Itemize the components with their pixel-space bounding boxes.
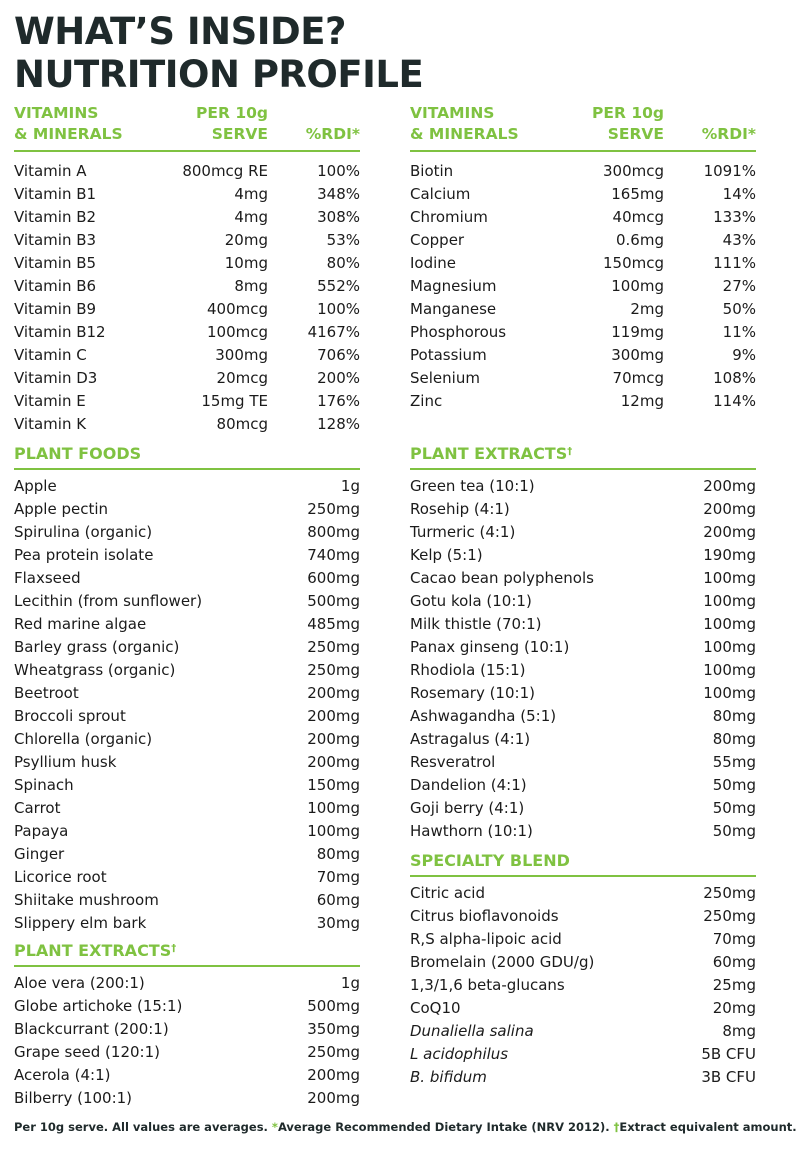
nutrient-name: Aloe vera (200:1) [14, 974, 145, 992]
nutrient-amount: 485mg [307, 615, 360, 633]
table-row [14, 912, 360, 935]
nutrient-amount: 50mg [712, 799, 756, 817]
nutrient-amount: 8mg [722, 1022, 756, 1040]
table-row [410, 252, 756, 275]
rdi-percent: 4167% [307, 323, 360, 341]
table-row [14, 521, 360, 544]
table-row [14, 659, 360, 682]
nutrient-name: Vitamin E [14, 392, 86, 410]
table-row [14, 252, 360, 275]
nutrient-amount: 50mg [712, 776, 756, 794]
nutrient-name: Panax ginseng (10:1) [410, 638, 570, 656]
plant-extracts-left-section [14, 939, 360, 1110]
rdi-percent: 27% [722, 277, 756, 295]
nutrient-amount: 150mcg [602, 254, 664, 272]
vitamins-minerals-table-right [410, 104, 756, 413]
nutrient-name: Chlorella (organic) [14, 730, 153, 748]
nutrient-amount: 200mg [307, 684, 360, 702]
nutrient-amount: 15mg TE [201, 392, 268, 410]
section-title: PLANT EXTRACTS† [410, 442, 756, 470]
table-row [410, 1020, 756, 1043]
nutrient-name: Gotu kola (10:1) [410, 592, 532, 610]
header-per-l1: PER 10g [196, 104, 268, 122]
nutrient-name: Psyllium husk [14, 753, 117, 771]
header-rdi: %RDI* [305, 125, 360, 143]
nutrient-amount: 0.6mg [616, 231, 664, 249]
nutrient-amount: 100mg [703, 592, 756, 610]
nutrient-amount: 800mcg RE [182, 162, 268, 180]
table-row [410, 928, 756, 951]
nutrient-name: Barley grass (organic) [14, 638, 180, 656]
nutrient-name: Carrot [14, 799, 61, 817]
nutrient-amount: 70mcg [612, 369, 664, 387]
nutrient-name: Manganese [410, 300, 497, 318]
table-header [14, 104, 360, 152]
table-row [410, 344, 756, 367]
nutrient-amount: 200mg [307, 730, 360, 748]
nutrient-amount: 200mg [307, 1089, 360, 1107]
nutrient-amount: 4mg [234, 185, 268, 203]
rdi-percent: 43% [722, 231, 756, 249]
nutrient-name: Apple [14, 477, 57, 495]
nutrient-amount: 20mg [712, 999, 756, 1017]
nutrient-amount: 100mg [611, 277, 664, 295]
rdi-percent: 100% [317, 162, 360, 180]
rdi-percent: 108% [713, 369, 756, 387]
nutrient-name: Ginger [14, 845, 65, 863]
table-row [14, 321, 360, 344]
table-header [410, 104, 756, 152]
rdi-percent: 53% [326, 231, 360, 249]
table-row [14, 183, 360, 206]
nutrient-name: Vitamin B9 [14, 300, 97, 318]
nutrient-amount: 70mg [316, 868, 360, 886]
nutrient-amount: 300mg [611, 346, 664, 364]
rdi-percent: 128% [317, 415, 360, 433]
table-row [410, 613, 756, 636]
header-name-l2: & MINERALS [14, 125, 123, 143]
table-row [410, 160, 756, 183]
table-row [14, 866, 360, 889]
table-row [14, 728, 360, 751]
table-row [14, 567, 360, 590]
table-row [410, 997, 756, 1020]
nutrient-amount: 740mg [307, 546, 360, 564]
nutrient-amount: 250mg [703, 907, 756, 925]
rdi-percent: 176% [317, 392, 360, 410]
table-row [410, 298, 756, 321]
nutrient-name: Vitamin D3 [14, 369, 98, 387]
table-row [14, 613, 360, 636]
table-row [14, 367, 360, 390]
nutrient-name: 1,3/1,6 beta-glucans [410, 976, 565, 994]
table-row [410, 682, 756, 705]
nutrient-amount: 200mg [703, 500, 756, 518]
nutrient-amount: 350mg [307, 1020, 360, 1038]
nutrient-amount: 80mg [712, 730, 756, 748]
table-row [410, 544, 756, 567]
rdi-percent: 1091% [703, 162, 756, 180]
table-row [410, 1043, 756, 1066]
nutrient-name: Rosehip (4:1) [410, 500, 510, 518]
table-row [14, 206, 360, 229]
nutrient-amount: 80mcg [216, 415, 268, 433]
nutrient-name: Dunaliella salina [410, 1022, 534, 1040]
table-row [14, 995, 360, 1018]
nutrient-name: Vitamin K [14, 415, 87, 433]
title-line-2: NUTRITION PROFILE [14, 53, 424, 96]
nutrient-name: Apple pectin [14, 500, 109, 518]
table-row [410, 905, 756, 928]
nutrient-amount: 5B CFU [701, 1045, 756, 1063]
rdi-percent: 114% [713, 392, 756, 410]
nutrient-name: Iodine [410, 254, 457, 272]
rdi-percent: 552% [317, 277, 360, 295]
nutrient-amount: 119mg [611, 323, 664, 341]
rdi-percent: 14% [722, 185, 756, 203]
table-row [410, 229, 756, 252]
nutrient-amount: 20mg [224, 231, 268, 249]
nutrient-name: Red marine algae [14, 615, 147, 633]
nutrient-amount: 70mg [712, 930, 756, 948]
rdi-percent: 706% [317, 346, 360, 364]
rdi-percent: 348% [317, 185, 360, 203]
nutrient-amount: 100mg [703, 569, 756, 587]
table-row [410, 659, 756, 682]
nutrient-amount: 200mg [703, 477, 756, 495]
nutrient-amount: 50mg [712, 822, 756, 840]
section-title: SPECIALTY BLEND [410, 849, 756, 877]
table-row [14, 1041, 360, 1064]
nutrient-amount: 1g [340, 477, 360, 495]
specialty-blend-section [410, 849, 756, 1089]
nutrient-name: Dandelion (4:1) [410, 776, 527, 794]
nutrient-name: Chromium [410, 208, 488, 226]
left-column [14, 104, 360, 1110]
nutrient-name: Bromelain (2000 GDU/g) [410, 953, 595, 971]
table-row [14, 475, 360, 498]
nutrient-name: Vitamin B5 [14, 254, 97, 272]
nutrient-name: Slippery elm bark [14, 914, 147, 932]
nutrient-name: Cacao bean polyphenols [410, 569, 594, 587]
nutrient-name: Astragalus (4:1) [410, 730, 531, 748]
table-row [410, 820, 756, 843]
nutrient-amount: 55mg [712, 753, 756, 771]
nutrient-amount: 250mg [307, 661, 360, 679]
table-row [14, 797, 360, 820]
nutrient-amount: 80mg [316, 845, 360, 863]
nutrient-name: Goji berry (4:1) [410, 799, 525, 817]
plant-extracts-right-section [410, 442, 756, 843]
nutrient-amount: 3B CFU [701, 1068, 756, 1086]
nutrient-amount: 25mg [712, 976, 756, 994]
table-row [410, 751, 756, 774]
nutrient-name: CoQ10 [410, 999, 461, 1017]
nutrient-name: Green tea (10:1) [410, 477, 535, 495]
table-row [410, 705, 756, 728]
nutrient-amount: 200mg [307, 1066, 360, 1084]
table-row [410, 498, 756, 521]
nutrient-name: Broccoli sprout [14, 707, 126, 725]
page-title [14, 10, 423, 96]
table-row [14, 889, 360, 912]
table-row [410, 521, 756, 544]
section-title: PLANT EXTRACTS† [14, 939, 360, 967]
nutrient-name: Vitamin A [14, 162, 87, 180]
table-row [14, 298, 360, 321]
rdi-percent: 80% [326, 254, 360, 272]
nutrient-amount: 60mg [712, 953, 756, 971]
rdi-percent: 200% [317, 369, 360, 387]
plant-foods-section [14, 442, 360, 935]
table-row [14, 544, 360, 567]
table-row [410, 797, 756, 820]
nutrient-amount: 150mg [307, 776, 360, 794]
nutrient-amount: 600mg [307, 569, 360, 587]
nutrient-amount: 30mg [316, 914, 360, 932]
right-column [410, 104, 756, 1089]
table-row [14, 972, 360, 995]
rdi-percent: 100% [317, 300, 360, 318]
nutrient-name: Vitamin B12 [14, 323, 106, 341]
header-name-l1: VITAMINS [410, 104, 495, 122]
nutrient-name: Rhodiola (15:1) [410, 661, 526, 679]
table-row [14, 682, 360, 705]
table-row [410, 275, 756, 298]
nutrient-name: Citrus bioflavonoids [410, 907, 559, 925]
nutrient-name: Spirulina (organic) [14, 523, 153, 541]
nutrient-amount: 12mg [620, 392, 664, 410]
table-row [410, 590, 756, 613]
nutrient-amount: 80mg [712, 707, 756, 725]
nutrient-amount: 8mg [234, 277, 268, 295]
nutrient-name: Vitamin B1 [14, 185, 97, 203]
table-row [410, 882, 756, 905]
nutrient-amount: 100mg [307, 822, 360, 840]
header-per-l2: SERVE [211, 125, 268, 143]
nutrient-name: Shiitake mushroom [14, 891, 159, 909]
table-row [14, 590, 360, 613]
nutrient-name: Hawthorn (10:1) [410, 822, 533, 840]
nutrient-amount: 60mg [316, 891, 360, 909]
nutrient-name: B. bifidum [410, 1068, 487, 1086]
nutrient-amount: 250mg [307, 500, 360, 518]
table-row [410, 390, 756, 413]
table-row [410, 567, 756, 590]
nutrient-name: Biotin [410, 162, 454, 180]
nutrient-name: Beetroot [14, 684, 79, 702]
nutrient-name: Milk thistle (70:1) [410, 615, 542, 633]
nutrient-name: Pea protein isolate [14, 546, 154, 564]
nutrient-name: L acidophilus [410, 1045, 509, 1063]
nutrient-amount: 100mg [703, 615, 756, 633]
nutrient-amount: 250mg [703, 884, 756, 902]
nutrient-amount: 40mcg [612, 208, 664, 226]
nutrient-amount: 300mg [215, 346, 268, 364]
table-row [14, 1087, 360, 1110]
header-per-l1: PER 10g [592, 104, 664, 122]
nutrient-name: Lecithin (from sunflower) [14, 592, 203, 610]
nutrient-amount: 190mg [703, 546, 756, 564]
nutrient-amount: 200mg [307, 707, 360, 725]
nutrient-name: Grape seed (120:1) [14, 1043, 160, 1061]
nutrient-amount: 800mg [307, 523, 360, 541]
section-title: PLANT FOODS [14, 442, 360, 470]
table-row [14, 843, 360, 866]
table-row [410, 774, 756, 797]
nutrient-name: R,S alpha-lipoic acid [410, 930, 562, 948]
nutrient-name: Vitamin B6 [14, 277, 97, 295]
table-row [410, 475, 756, 498]
nutrient-name: Potassium [410, 346, 487, 364]
dagger-mark: † [171, 943, 177, 954]
table-row [410, 1066, 756, 1089]
nutrient-name: Blackcurrant (200:1) [14, 1020, 169, 1038]
nutrient-name: Magnesium [410, 277, 497, 295]
nutrient-amount: 400mcg [206, 300, 268, 318]
table-row [410, 183, 756, 206]
nutrient-name: Acerola (4:1) [14, 1066, 111, 1084]
rdi-percent: 9% [732, 346, 756, 364]
table-row [410, 974, 756, 997]
nutrient-amount: 10mg [224, 254, 268, 272]
vitamins-minerals-table-left [14, 104, 360, 436]
nutrient-amount: 100mg [703, 638, 756, 656]
nutrient-amount: 500mg [307, 592, 360, 610]
nutrient-amount: 500mg [307, 997, 360, 1015]
dagger-mark: † [613, 1120, 620, 1134]
table-row [410, 321, 756, 344]
table-row [14, 705, 360, 728]
nutrient-amount: 200mg [703, 523, 756, 541]
nutrient-amount: 250mg [307, 1043, 360, 1061]
nutrient-name: Bilberry (100:1) [14, 1089, 133, 1107]
nutrient-name: Vitamin B2 [14, 208, 97, 226]
nutrient-name: Wheatgrass (organic) [14, 661, 176, 679]
nutrient-amount: 250mg [307, 638, 360, 656]
table-row [14, 636, 360, 659]
nutrient-name: Selenium [410, 369, 480, 387]
table-row [14, 344, 360, 367]
nutrient-name: Calcium [410, 185, 471, 203]
table-row [14, 1064, 360, 1087]
table-row [14, 160, 360, 183]
nutrient-name: Papaya [14, 822, 69, 840]
table-row [14, 751, 360, 774]
rdi-percent: 111% [713, 254, 756, 272]
nutrient-name: Globe artichoke (15:1) [14, 997, 183, 1015]
nutrient-name: Citric acid [410, 884, 485, 902]
nutrient-name: Vitamin B3 [14, 231, 97, 249]
footnote: Per 10g serve. All values are averages. *Average Recommended Dietary Intake (NRV 2012). †Extract equivalent amount. [14, 1120, 797, 1134]
table-row [14, 390, 360, 413]
title-line-1: WHAT’S INSIDE? [14, 10, 346, 53]
nutrient-name: Flaxseed [14, 569, 81, 587]
table-row [14, 229, 360, 252]
nutrient-name: Spinach [14, 776, 74, 794]
header-rdi: %RDI* [701, 125, 756, 143]
rdi-percent: 133% [713, 208, 756, 226]
nutrient-amount: 100mg [703, 661, 756, 679]
nutrient-amount: 100mg [703, 684, 756, 702]
star-mark: * [271, 1120, 278, 1134]
rdi-percent: 308% [317, 208, 360, 226]
table-row [14, 1018, 360, 1041]
table-row [410, 951, 756, 974]
nutrient-amount: 2mg [630, 300, 664, 318]
table-row [14, 820, 360, 843]
table-row [410, 636, 756, 659]
table-row [410, 206, 756, 229]
table-row [14, 413, 360, 436]
nutrient-name: Zinc [410, 392, 443, 410]
nutrient-amount: 200mg [307, 753, 360, 771]
header-per-l2: SERVE [607, 125, 664, 143]
nutrient-amount: 300mcg [602, 162, 664, 180]
nutrient-name: Phosphorous [410, 323, 507, 341]
nutrient-name: Rosemary (10:1) [410, 684, 535, 702]
rdi-percent: 50% [722, 300, 756, 318]
nutrient-name: Ashwagandha (5:1) [410, 707, 557, 725]
nutrient-name: Turmeric (4:1) [410, 523, 516, 541]
table-row [410, 728, 756, 751]
nutrient-name: Copper [410, 231, 465, 249]
nutrient-name: Vitamin C [14, 346, 87, 364]
table-row [14, 774, 360, 797]
table-row [410, 367, 756, 390]
header-name-l2: & MINERALS [410, 125, 519, 143]
header-name-l1: VITAMINS [14, 104, 99, 122]
rdi-percent: 11% [722, 323, 756, 341]
nutrient-amount: 100mcg [206, 323, 268, 341]
table-row [14, 498, 360, 521]
dagger-mark: † [567, 446, 573, 457]
nutrient-name: Licorice root [14, 868, 107, 886]
nutrient-amount: 100mg [307, 799, 360, 817]
table-row [14, 275, 360, 298]
nutrient-name: Resveratrol [410, 753, 496, 771]
nutrient-name: Kelp (5:1) [410, 546, 483, 564]
nutrient-amount: 4mg [234, 208, 268, 226]
nutrient-amount: 1g [340, 974, 360, 992]
nutrient-amount: 165mg [611, 185, 664, 203]
nutrient-amount: 20mcg [216, 369, 268, 387]
